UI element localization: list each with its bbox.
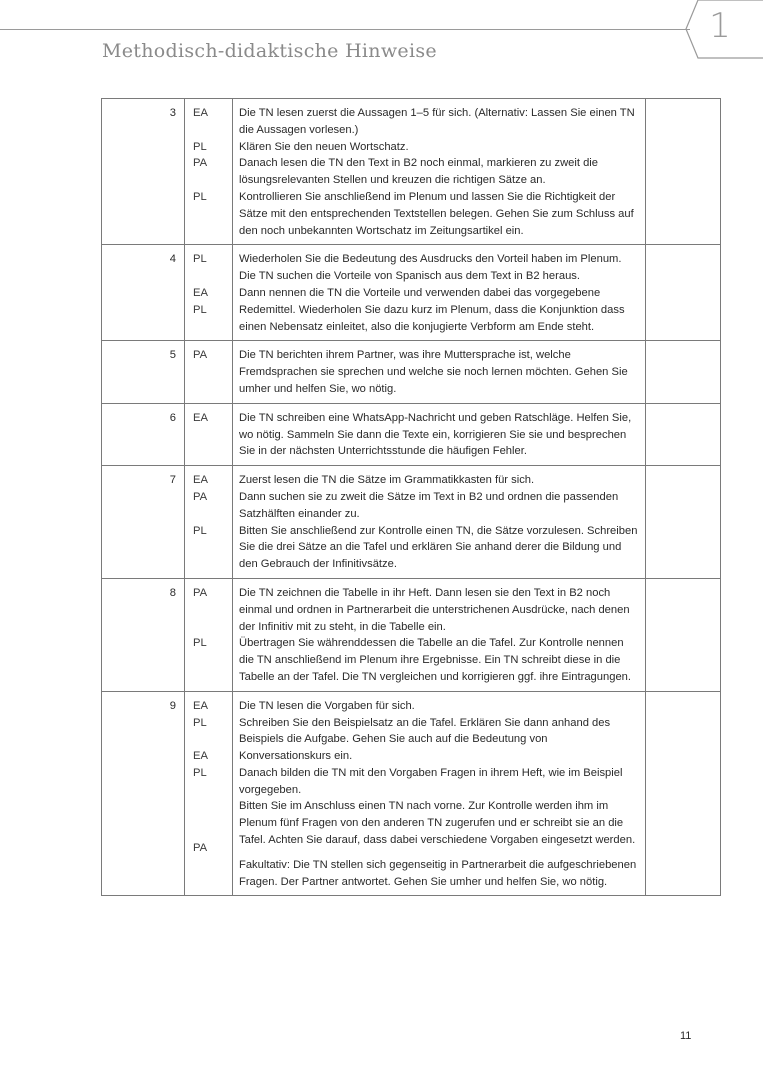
social-form-label: EA: [193, 107, 208, 119]
social-form-label: PA: [193, 842, 208, 855]
social-forms: [185, 691, 233, 896]
social-form-label: PA: [193, 157, 208, 170]
notes-cell: [646, 341, 721, 403]
instruction-text: Die TN lesen die Vorgaben für sich.: [239, 699, 415, 712]
task-number: 7: [102, 466, 185, 579]
table-row: [102, 578, 721, 691]
task-number: 4: [102, 245, 185, 341]
table-row: [102, 466, 721, 579]
instructions: [233, 691, 646, 896]
instruction-text: Die TN lesen zuerst die Aussagen 1–5 für sich. (Alternativ: Lassen Sie einen TN die Aussagen vorlesen.): [239, 107, 635, 136]
instruction-text: Bitten Sie anschließend zur Kontrolle einen TN, die Sätze vorzulesen. Schreiben Sie die drei Sätze an die Tafel und erklären Sie anhand derer die Bildung und den Gebrauch der Infinitivsätze.: [239, 524, 638, 571]
instructions: [233, 341, 646, 403]
instructions: [233, 403, 646, 465]
instruction-text: Die TN schreiben eine WhatsApp-Nachricht und geben Ratschläge. Helfen Sie, wo nötig. Sammeln Sie dann die Texte ein, korrigieren Sie sie und besprechen Sie in der nächsten Unterrichtsstunde die häufigen Fehler.: [239, 411, 632, 458]
chapter-number: 1: [709, 6, 731, 46]
table-row: [102, 341, 721, 403]
instruction-text: Wiederholen Sie die Bedeutung des Ausdrucks den Vorteil haben im Plenum.: [239, 253, 622, 266]
page-title: Methodisch-didaktische Hinweise: [102, 40, 437, 62]
task-number: 6: [102, 403, 185, 465]
social-form-label: PL: [193, 524, 207, 537]
instructions: [233, 578, 646, 691]
social-forms: [185, 341, 233, 403]
social-form-label: PL: [193, 190, 207, 203]
instruction-text: Übertragen Sie währenddessen die Tabelle an die Tafel. Zur Kontrolle nennen die TN anschließend im Plenum ihre Ergebnisse. Ein TN schreibt diese in die Tabelle an der Tafel. Die TN vergleichen und korrigieren ggf. ihre Eintragungen.: [239, 637, 632, 683]
instruction-text: Die TN zeichnen die Tabelle in ihr Heft. Dann lesen sie den Text in B2 noch einmal und ordnen in Partnerarbeit die unterstrichenen Ausdrücke, nach denen der Infinitiv mit zu steht, in die Tabelle ein.: [239, 586, 630, 633]
instruction-text: Zuerst lesen die TN die Sätze im Grammatikkasten für sich.: [239, 474, 535, 487]
social-form-label: PA: [193, 586, 208, 599]
social-form-label: EA: [193, 286, 208, 299]
notes-cell: [646, 403, 721, 465]
social-form-label: EA: [193, 699, 208, 712]
instruction-text: Die TN suchen die Vorteile von Spanisch aus dem Text in B2 heraus.: [239, 270, 580, 283]
instructions: [233, 466, 646, 579]
task-number: 8: [102, 578, 185, 691]
didactic-hints-table: [101, 98, 721, 896]
instruction-text: Dann nennen die TN die Vorteile und verwenden dabei das vorgegebene Redemittel. Wiederholen Sie dazu kurz im Plenum, dass die Konjunktion dass einen Nebensatz einleitet, also die konjugierte Verbform am Ende steht.: [239, 286, 625, 333]
social-form-label: PL: [193, 140, 207, 153]
social-form-label: EA: [193, 750, 208, 763]
instruction-text: Klären Sie den neuen Wortschatz.: [239, 140, 409, 153]
notes-cell: [646, 245, 721, 341]
social-form-label: PL: [193, 253, 207, 266]
notes-cell: [646, 691, 721, 896]
instruction-text: Kontrollieren Sie anschließend im Plenum und lassen Sie die Richtigkeit der Sätze mit den entsprechenden Textstellen belegen. Gehen Sie zum Schluss auf den noch unbekannten Wortschatz im Zeitungsartikel ein.: [239, 190, 634, 237]
social-forms: [185, 403, 233, 465]
task-number: 9: [102, 691, 185, 896]
notes-cell: [646, 578, 721, 691]
social-form-label: PL: [193, 766, 207, 779]
instruction-text: Danach bilden die TN mit den Vorgaben Fragen in ihrem Heft, wie im Beispiel vorgegeben.: [239, 766, 623, 796]
instruction-text: Die TN berichten ihrem Partner, was ihre Muttersprache ist, welche Fremdsprachen sie sprechen und welche sie noch lernen möchten. Gehen Sie umher und helfen Sie, wo nötig.: [239, 349, 628, 395]
social-form-label: PA: [193, 490, 208, 503]
task-number: 3: [102, 99, 185, 245]
task-number: 5: [102, 341, 185, 403]
social-forms: [185, 99, 233, 245]
social-forms: [185, 466, 233, 579]
table-row: [102, 403, 721, 465]
instructions: [233, 99, 646, 245]
page-number: 11: [680, 1030, 692, 1042]
table-row: [102, 245, 721, 341]
social-form-label: EA: [193, 411, 208, 424]
social-form-label: EA: [193, 474, 208, 487]
table-row: [102, 99, 721, 245]
social-forms: [185, 245, 233, 341]
header-rule: [0, 29, 690, 30]
instruction-text: Dann suchen sie zu zweit die Sätze im Text in B2 und ordnen die passenden Satzhälften einander zu.: [239, 490, 619, 520]
instruction-text: Fakultativ: Die TN stellen sich gegenseitig in Partnerarbeit die aufgeschriebenen Fragen. Der Partner antwortet. Gehen Sie umher und helfen Sie, wo nötig.: [239, 858, 637, 888]
instruction-text: Schreiben Sie den Beispielsatz an die Tafel. Erklären Sie dann anhand des Beispiels die Aufgabe. Gehen Sie auch auf die Bedeutung von Konversationskurs ein.: [239, 716, 611, 763]
social-form-label: PL: [193, 716, 207, 729]
social-forms: [185, 578, 233, 691]
instruction-text: Danach lesen die TN den Text in B2 noch einmal, markieren zu zweit die lösungsrelevanten Stellen und kreuzen die richtigen Sätze an.: [239, 157, 599, 187]
social-form-label: PA: [193, 349, 208, 362]
social-form-label: PL: [193, 303, 207, 316]
instructions: [233, 245, 646, 341]
notes-cell: [646, 466, 721, 579]
social-form-label: PL: [193, 637, 207, 650]
notes-cell: [646, 99, 721, 245]
table-row: [102, 691, 721, 896]
instruction-text: Bitten Sie im Anschluss einen TN nach vorne. Zur Kontrolle werden ihm im Plenum fünf Fragen von den anderen TN zugerufen und er schreibt sie an die Tafel. Achten Sie darauf, dass dabei verschiedene Vorgaben eingesetzt werden.: [239, 800, 636, 847]
